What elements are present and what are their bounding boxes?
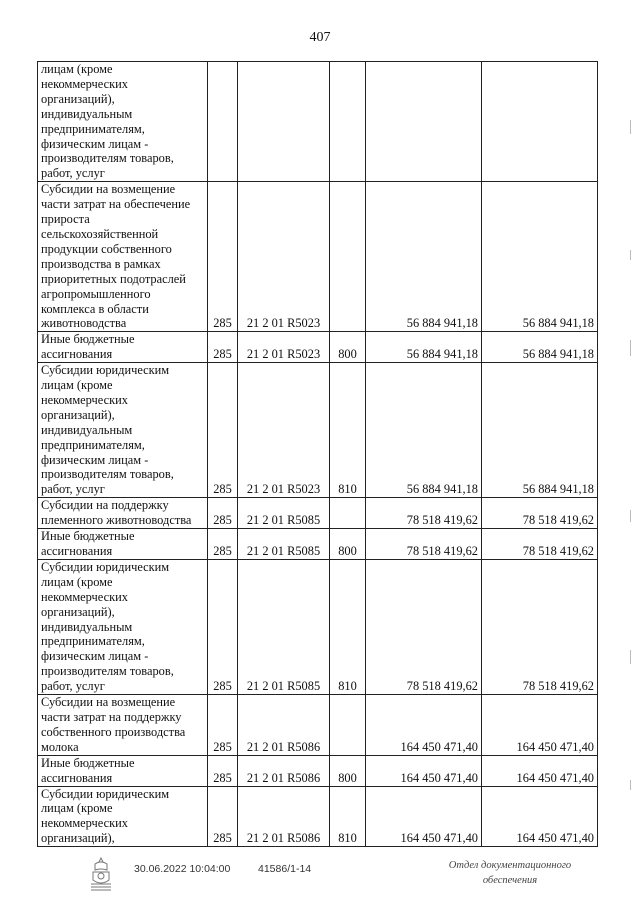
row-name-line: собственного производства	[41, 724, 186, 739]
row-name-line: предпринимателям,	[41, 437, 145, 452]
table-row	[38, 498, 598, 529]
row-article-cell: 21 2 01 R5085	[238, 529, 330, 560]
row-name-line: физическим лицам -	[41, 649, 149, 664]
row-article-cell: 21 2 01 R5085	[238, 559, 330, 694]
row-name-line: производителям товаров,	[41, 151, 174, 166]
row-type-cell: 800	[330, 755, 366, 786]
row-type-cell	[330, 498, 366, 529]
row-type-cell	[330, 695, 366, 756]
row-code-cell: 285	[208, 755, 238, 786]
row-name-cell	[38, 182, 208, 332]
row-name-cell	[38, 755, 208, 786]
row-name-line: организаций),	[41, 831, 115, 846]
footer-department-line2: обеспечения	[482, 875, 538, 886]
row-name-line: части затрат на поддержку	[41, 709, 182, 724]
table-row	[38, 182, 598, 332]
row-name-line: предпринимателям,	[41, 634, 145, 649]
row-code-cell: 285	[208, 529, 238, 560]
row-name-line: Субсидии юридическим	[41, 363, 170, 378]
row-sum1-cell: 164 450 471,40	[366, 695, 482, 756]
table-row	[38, 332, 598, 363]
row-sum2-cell	[482, 62, 598, 182]
row-name-line: работ, услуг	[41, 166, 105, 181]
scan-margin-marks	[630, 90, 634, 810]
row-name-cell	[38, 62, 208, 182]
row-name-line: некоммерческих	[41, 816, 128, 831]
row-name-line: ассигнования	[41, 347, 113, 362]
coat-of-arms-icon	[86, 856, 116, 892]
row-name-line: племенного животноводства	[41, 513, 192, 528]
table-row	[38, 695, 598, 756]
row-sum1-cell: 78 518 419,62	[366, 559, 482, 694]
row-name-line: Иные бюджетные	[41, 529, 135, 544]
row-name-line: продукции собственного	[41, 241, 172, 256]
row-type-cell: 810	[330, 559, 366, 694]
row-name-line: производителям товаров,	[41, 467, 174, 482]
row-name-line: сельскохозяйственной	[41, 226, 159, 241]
row-name-line: организаций),	[41, 91, 115, 106]
row-code-cell: 285	[208, 182, 238, 332]
row-name-line: производителям товаров,	[41, 664, 174, 679]
row-name-cell	[38, 498, 208, 529]
row-code-cell: 285	[208, 363, 238, 498]
row-sum2-cell: 164 450 471,40	[482, 786, 598, 847]
row-article-cell: 21 2 01 R5023	[238, 363, 330, 498]
footer-datetime: 30.06.2022 10:04:00	[134, 863, 231, 875]
row-article-cell: 21 2 01 R5023	[238, 332, 330, 363]
row-name-line: приоритетных подотраслей	[41, 271, 186, 286]
row-name-line: производства в рамках	[41, 256, 161, 271]
row-code-cell: 285	[208, 786, 238, 847]
table-row	[38, 786, 598, 847]
row-sum1-cell	[366, 62, 482, 182]
row-name-line: предпринимателям,	[41, 121, 145, 136]
row-type-cell: 800	[330, 332, 366, 363]
row-sum2-cell: 164 450 471,40	[482, 695, 598, 756]
row-name-line: физическим лицам -	[41, 136, 149, 151]
row-name-line: молока	[41, 739, 79, 754]
budget-table-body	[38, 62, 598, 847]
row-code-cell: 285	[208, 498, 238, 529]
row-name-line: работ, услуг	[41, 482, 105, 497]
row-sum1-cell: 78 518 419,62	[366, 529, 482, 560]
row-name-line: Иные бюджетные	[41, 755, 135, 770]
row-name-line: лицам (кроме	[41, 801, 113, 816]
row-name-line: ассигнования	[41, 770, 113, 785]
row-sum1-cell: 78 518 419,62	[366, 498, 482, 529]
row-name-cell	[38, 363, 208, 498]
row-type-cell: 810	[330, 786, 366, 847]
row-name-line: организаций),	[41, 407, 115, 422]
row-name-line: ассигнования	[41, 544, 113, 558]
row-name-line: Субсидии юридическим	[41, 559, 170, 574]
row-article-cell	[238, 62, 330, 182]
row-name-line: Субсидии юридическим	[41, 786, 170, 801]
row-name-line: лицам (кроме	[41, 574, 113, 589]
footer-department-line1: Отдел документационного	[448, 860, 572, 871]
row-name-line: организаций),	[41, 604, 115, 619]
row-name-line: некоммерческих	[41, 392, 128, 407]
row-name-line: Субсидии на возмещение	[41, 695, 176, 710]
table-row	[38, 529, 598, 560]
row-name-line: физическим лицам -	[41, 452, 149, 467]
footer	[0, 856, 640, 896]
row-sum1-cell: 56 884 941,18	[366, 363, 482, 498]
row-type-cell	[330, 182, 366, 332]
row-name-line: лицам (кроме	[41, 62, 113, 76]
row-name-line: лицам (кроме	[41, 378, 113, 393]
row-name-line: Субсидии на поддержку	[41, 498, 169, 513]
row-name-line: комплекса в области	[41, 301, 149, 316]
footer-department-stamp	[430, 858, 590, 888]
row-sum2-cell: 56 884 941,18	[482, 332, 598, 363]
row-name-line: агропромышленного	[41, 286, 151, 301]
footer-doc-id: 41586/1-14	[258, 863, 312, 875]
row-sum2-cell: 56 884 941,18	[482, 182, 598, 332]
row-article-cell: 21 2 01 R5086	[238, 755, 330, 786]
table-row	[38, 62, 598, 182]
row-type-cell: 810	[330, 363, 366, 498]
row-name-line: Иные бюджетные	[41, 332, 135, 347]
row-article-cell: 21 2 01 R5085	[238, 498, 330, 529]
row-name-line: некоммерческих	[41, 76, 128, 91]
row-sum1-cell: 164 450 471,40	[366, 755, 482, 786]
row-name-line: индивидуальным	[41, 106, 133, 121]
row-article-cell: 21 2 01 R5086	[238, 695, 330, 756]
row-sum1-cell: 164 450 471,40	[366, 786, 482, 847]
budget-table	[37, 61, 598, 847]
table-row	[38, 363, 598, 498]
row-name-cell	[38, 695, 208, 756]
row-name-line: индивидуальным	[41, 422, 133, 437]
row-name-line: некоммерческих	[41, 589, 128, 604]
row-code-cell: 285	[208, 695, 238, 756]
row-name-cell	[38, 332, 208, 363]
row-name-line: работ, услуг	[41, 679, 105, 694]
row-sum2-cell: 56 884 941,18	[482, 363, 598, 498]
row-sum2-cell: 78 518 419,62	[482, 498, 598, 529]
row-name-line: индивидуальным	[41, 619, 133, 634]
row-sum2-cell: 78 518 419,62	[482, 559, 598, 694]
row-name-line: части затрат на обеспечение	[41, 197, 191, 212]
table-row	[38, 559, 598, 694]
row-name-line: Субсидии на возмещение	[41, 182, 176, 197]
row-code-cell	[208, 62, 238, 182]
row-type-cell: 800	[330, 529, 366, 560]
row-article-cell: 21 2 01 R5023	[238, 182, 330, 332]
row-code-cell: 285	[208, 559, 238, 694]
row-name-line: животноводства	[41, 316, 127, 331]
row-type-cell	[330, 62, 366, 182]
row-sum2-cell: 78 518 419,62	[482, 529, 598, 560]
row-sum2-cell: 164 450 471,40	[482, 755, 598, 786]
row-name-line: прироста	[41, 212, 90, 227]
row-article-cell: 21 2 01 R5086	[238, 786, 330, 847]
table-row	[38, 755, 598, 786]
row-name-cell	[38, 786, 208, 847]
row-sum1-cell: 56 884 941,18	[366, 332, 482, 363]
page-number: 407	[309, 30, 331, 45]
row-name-cell	[38, 559, 208, 694]
row-code-cell: 285	[208, 332, 238, 363]
row-sum1-cell: 56 884 941,18	[366, 182, 482, 332]
row-name-cell	[38, 529, 208, 560]
